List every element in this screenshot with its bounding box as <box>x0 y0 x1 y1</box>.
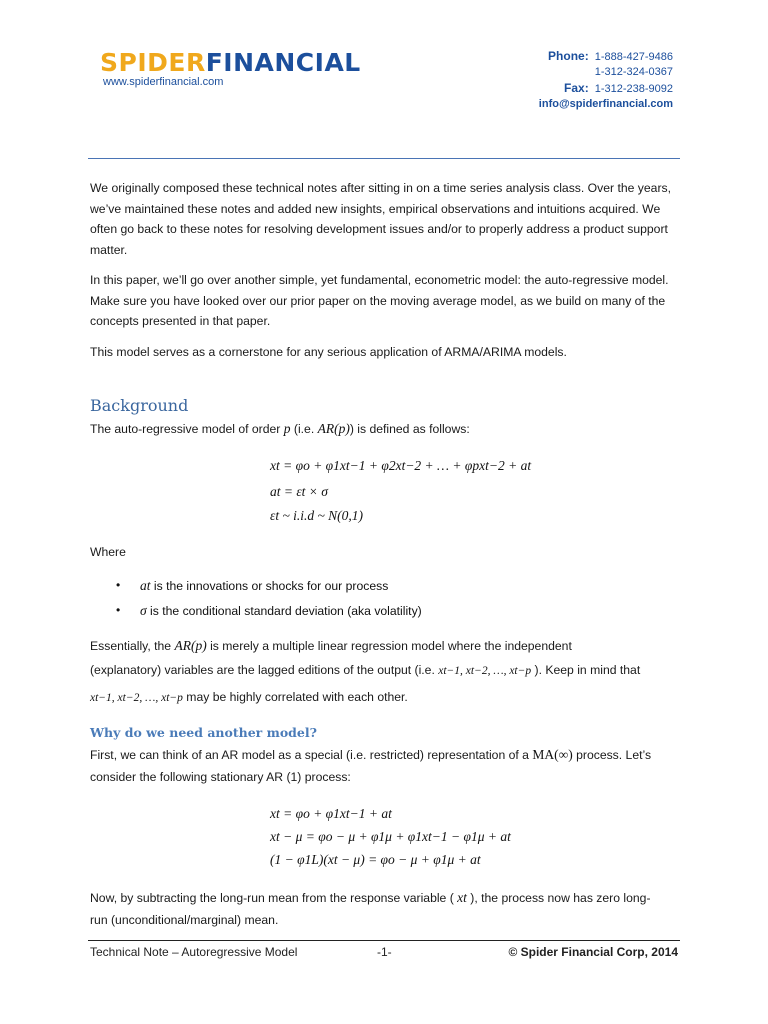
bullet-item-2 <box>140 603 422 619</box>
footer-page-number: -1- <box>377 945 392 959</box>
phone-number-1: 1-888-427-9486 <box>594 51 673 63</box>
bullet2-symbol: σ <box>140 603 147 618</box>
why-line1-text-b: process. Let’s <box>572 748 652 762</box>
why-heading: Why do we need another model? <box>90 725 317 740</box>
background-heading: Background <box>90 396 189 415</box>
company-logo <box>100 50 361 75</box>
equation-ar-model: xt = φo + φ1xt−1 + φ2xt−2 + … + φpxt−2 + at <box>270 458 532 473</box>
equation-ar1-lag-operator: (1 − φ1L)(xt − μ) = φo − μ + φ1μ + at <box>270 852 481 867</box>
equation-innovation: at = εt × σ <box>270 484 328 499</box>
email-link[interactable]: info@spiderfinancial.com <box>538 97 673 110</box>
lead-text-b: (i.e. <box>290 422 318 436</box>
footer-copyright: © Spider Financial Corp, 2014 <box>508 945 678 959</box>
why-line1-text: First, we can think of an AR model as a special (i.e. restricted) representation of a <box>90 748 533 762</box>
essentially-line-3 <box>90 687 680 709</box>
bullet-dot-1: • <box>116 578 121 592</box>
bullet1-symbol: at <box>140 578 151 593</box>
footer-divider <box>88 940 680 941</box>
fax-number: 1-312-238-9092 <box>594 82 673 95</box>
ess-line2-text: (explanatory) variables are the lagged editions of the output (i.e. <box>90 663 439 677</box>
lead-math-p: p <box>283 421 291 436</box>
intro-paragraph-1: We originally composed these technical notes after sitting in on a time series analysis class. Over the years, we’ve maintained these notes and added new insights, empirical observations and intuitions acquired. We often go back to these notes for resolving development issues and/or to properly address a product support matter. <box>90 181 671 257</box>
website-link[interactable]: www.spiderfinancial.com <box>103 76 224 88</box>
logo-financial-text: FINANCIAL <box>205 48 361 77</box>
where-label: Where <box>90 545 126 559</box>
why-conclusion-line-2: run (unconditional/marginal) mean. <box>90 913 279 927</box>
why-line1-math: MA(∞) <box>532 747 573 762</box>
ess-line3-text: may be highly correlated with each other. <box>182 690 408 704</box>
conclusion-math-x: xt <box>457 890 467 905</box>
intro-paragraph-3: This model serves as a cornerstone for any serious application of ARMA/ARIMA models. <box>90 345 567 359</box>
equation-distribution: εt ~ i.i.d ~ N(0,1) <box>270 508 364 523</box>
header-divider <box>88 158 680 159</box>
lead-text-a: The auto-regressive model of order <box>90 422 284 436</box>
fax-label: Fax: <box>564 80 589 95</box>
why-line-1 <box>90 745 680 766</box>
contact-block <box>539 49 673 112</box>
essentially-line-2 <box>90 660 680 682</box>
ess-line2-math: xt−1, xt−2, …, xt−p <box>438 665 532 677</box>
equation-ar1-demeaned: xt − μ = φo − μ + φ1μ + φ1xt−1 − φ1μ + at <box>270 829 511 844</box>
phone-number-2: 1-312-324-0367 <box>594 66 673 79</box>
background-lead <box>90 419 680 440</box>
footer-title: Technical Note – Autoregressive Model <box>90 945 298 959</box>
conclusion-text-a: Now, by subtracting the long-run mean from the response variable ( <box>90 891 458 905</box>
bullet-item-1 <box>140 578 388 594</box>
bullet2-text: is the conditional standard deviation (aka volatility) <box>146 604 422 618</box>
equation-ar1: xt = φo + φ1xt−1 + at <box>270 806 392 821</box>
ess-line3-math: xt−1, xt−2, …, xt−p <box>90 692 183 704</box>
intro-paragraph-2: In this paper, we’ll go over another simple, yet fundamental, econometric model: the auto-regressive model. Make sure you have looked over our prior paper on the moving average model, as we build on many of the concepts presented in that paper. <box>90 273 669 328</box>
logo-spider-text: SPIDER <box>100 48 206 77</box>
lead-text-c: ) is defined as follows: <box>349 422 470 436</box>
why-conclusion-line-1 <box>90 888 680 909</box>
why-line-2: consider the following stationary AR (1) process: <box>90 770 351 784</box>
ess-line2-text-b: ). Keep in mind that <box>531 663 641 677</box>
essentially-line-1 <box>90 636 680 657</box>
bullet-dot-2: • <box>116 603 121 617</box>
bullet1-text: is the innovations or shocks for our process <box>150 579 389 593</box>
ess-text-a: Essentially, the <box>90 639 175 653</box>
lead-math-ar: AR(p) <box>317 421 350 436</box>
phone-label: Phone: <box>548 49 589 63</box>
conclusion-text-b: ), the process now has zero long- <box>466 891 651 905</box>
ess-math-ar: AR(p) <box>174 638 207 653</box>
ess-text-b: is merely a multiple linear regression model where the independent <box>206 639 572 653</box>
